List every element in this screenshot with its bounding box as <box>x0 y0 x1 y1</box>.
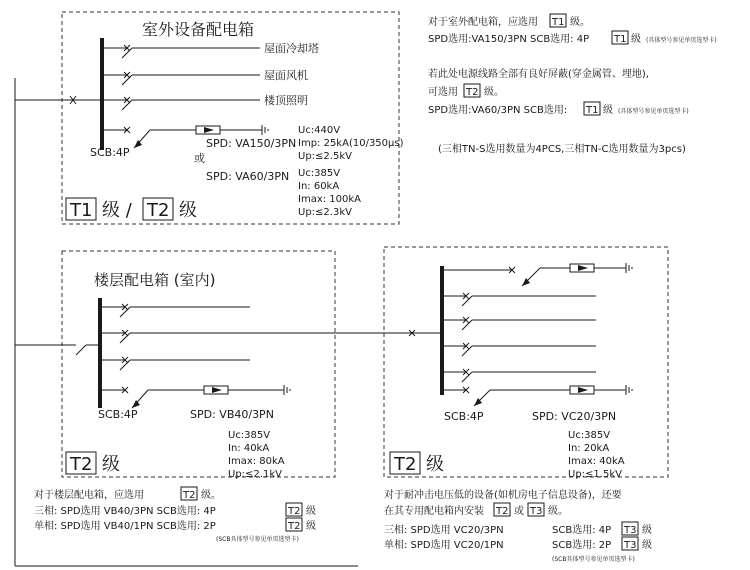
note-top-4: 可选用 <box>428 87 458 98</box>
outdoor-spec-b-in: In: 60kA <box>298 181 340 192</box>
note-left-2-end: 级 <box>306 506 316 517</box>
outdoor-spec-a-imp: Imp: 25kA(10/350μs) <box>298 138 404 149</box>
floor-ground-symbol <box>284 385 290 395</box>
floor-spd-label: SPD: VB40/3PN <box>190 408 274 421</box>
note-right-3: 三相: SPD选用 VC20/3PN <box>384 525 504 536</box>
note-top-5-end: 级 <box>603 105 613 116</box>
equipment-spd-label: SPD: VC20/3PN <box>532 410 617 423</box>
outdoor-scb-label: SCB:4P <box>90 146 130 159</box>
level-suffix: 级 <box>179 200 197 221</box>
outdoor-box-title: 室外设备配电箱 <box>142 20 255 39</box>
note-top-6: (三相TN-S选用数量为4PCS,三相TN-C选用数量为3pcs) <box>438 144 686 155</box>
note-top-1-badge: T1 <box>552 17 565 28</box>
note-left-3-badge: T2 <box>288 521 301 532</box>
note-top-1: 对于室外配电箱，应选用 <box>428 17 538 28</box>
note-top-2-badge: T1 <box>614 34 627 45</box>
outdoor-spec-a-uc: Uc:440V <box>298 125 341 136</box>
note-top-5-badge: T1 <box>586 105 599 116</box>
note-top-4-end: 级。 <box>484 87 504 98</box>
outdoor-spec-b-uc: Uc:385V <box>298 168 341 179</box>
outdoor-box-border <box>62 12 399 224</box>
note-right-4-scb: SCB选用: 2P <box>552 540 612 551</box>
level-separator: 级 / <box>102 200 132 221</box>
equipment-spec-up: Up:≤1.5kV <box>568 469 622 480</box>
equipment-spec-in: In: 20kA <box>568 443 610 454</box>
note-right-2-or: 或 <box>514 506 524 517</box>
floor-distribution-box <box>60 251 412 480</box>
outdoor-spd-label-b: SPD: VA60/3PN <box>206 170 290 183</box>
note-left-2: 三相: SPD选用 VB40/3PN SCB选用: 4P <box>34 506 216 517</box>
note-top-1-end: 级。 <box>570 17 590 28</box>
level-badge-t1-text: T1 <box>70 200 93 221</box>
note-top-2-end: 级 <box>631 34 641 45</box>
note-left-3: 单相: SPD选用 VB40/1PN SCB选用: 2P <box>34 521 216 532</box>
equipment-level-suffix: 级 <box>426 454 444 475</box>
note-right-4-badge: T3 <box>624 540 637 551</box>
equipment-ground-bottom <box>626 385 632 395</box>
note-left-3-end: 级 <box>306 521 316 532</box>
floor-spec-up: Up:≤2.1kV <box>228 469 282 480</box>
note-top-4-badge: T2 <box>466 87 479 98</box>
note-right-2-badge-2: T3 <box>530 506 543 517</box>
note-top-5: SPD选用:VA60/3PN SCB选用: <box>428 105 568 116</box>
note-right-2-badge-1: T2 <box>496 506 509 517</box>
note-left-1-badge: T2 <box>183 490 196 501</box>
floor-scb-label: SCB:4P <box>98 408 138 421</box>
note-top-3: 若此处电源线路全部有良好屏蔽(穿金属管、埋地), <box>428 69 649 80</box>
note-top-2-small: (具体型号参见单页选型卡) <box>646 37 717 44</box>
note-right-3-badge: T3 <box>624 525 637 536</box>
floor-notes <box>34 487 316 543</box>
outdoor-notes <box>428 14 717 155</box>
outdoor-spec-a-up: Up:≤2.5kV <box>298 151 352 162</box>
equipment-scb-label: SCB:4P <box>444 410 484 423</box>
or-label: 或 <box>194 152 205 165</box>
branch-label-roof-fan: 屋面风机 <box>264 69 308 82</box>
equipment-notes <box>384 488 652 563</box>
floor-box-title: 楼层配电箱 (室内) <box>94 271 216 289</box>
note-left-4: (SCB具体型号参见单页选型卡) <box>216 536 299 543</box>
outdoor-spd-label-a: SPD: VA150/3PN <box>206 137 297 150</box>
branch-label-cooling-tower: 屋面冷却塔 <box>264 42 319 55</box>
note-right-5: (SCB具体型号参见单页选型卡) <box>552 556 635 563</box>
equipment-distribution-box <box>335 247 668 480</box>
floor-level-suffix: 级 <box>102 454 120 475</box>
note-right-2: 在其专用配电箱内安装 <box>384 506 484 517</box>
note-left-1: 对于楼层配电箱，应选用 <box>34 490 144 501</box>
outdoor-distribution-box <box>62 12 404 224</box>
ground-symbol <box>262 125 268 135</box>
note-left-1-end: 级。 <box>201 490 221 501</box>
equipment-ground-top <box>626 263 632 273</box>
note-right-2-end: 级。 <box>548 506 568 517</box>
floor-spec-in: In: 40kA <box>228 443 270 454</box>
floor-level-badge-text: T2 <box>70 454 93 475</box>
note-right-4: 单相: SPD选用 VC20/1PN <box>384 540 504 551</box>
equipment-spec-imax: Imax: 40kA <box>568 456 625 467</box>
floor-spec-imax: Imax: 80kA <box>228 456 285 467</box>
note-right-4-end: 级 <box>642 540 652 551</box>
outdoor-spec-b-imax: Imax: 100kA <box>298 194 362 205</box>
branch-label-roof-lighting: 楼顶照明 <box>264 94 308 107</box>
level-badge-t2-text: T2 <box>147 200 170 221</box>
note-right-3-scb: SCB选用: 4P <box>552 525 612 536</box>
floor-spec-uc: Uc:385V <box>228 430 271 441</box>
note-left-2-badge: T2 <box>288 506 301 517</box>
note-right-3-end: 级 <box>642 525 652 536</box>
outdoor-spec-b-up: Up:≤2.3kV <box>298 207 352 218</box>
equipment-level-badge-text: T2 <box>394 454 417 475</box>
note-right-1: 对于耐冲击电压低的设备(如机房电子信息设备)，还要 <box>384 490 622 501</box>
equipment-spec-uc: Uc:385V <box>568 430 611 441</box>
note-top-5-small: (具体型号参见单页选型卡) <box>618 108 689 115</box>
note-top-2: SPD选用:VA150/3PN SCB选用: 4P <box>428 34 590 45</box>
